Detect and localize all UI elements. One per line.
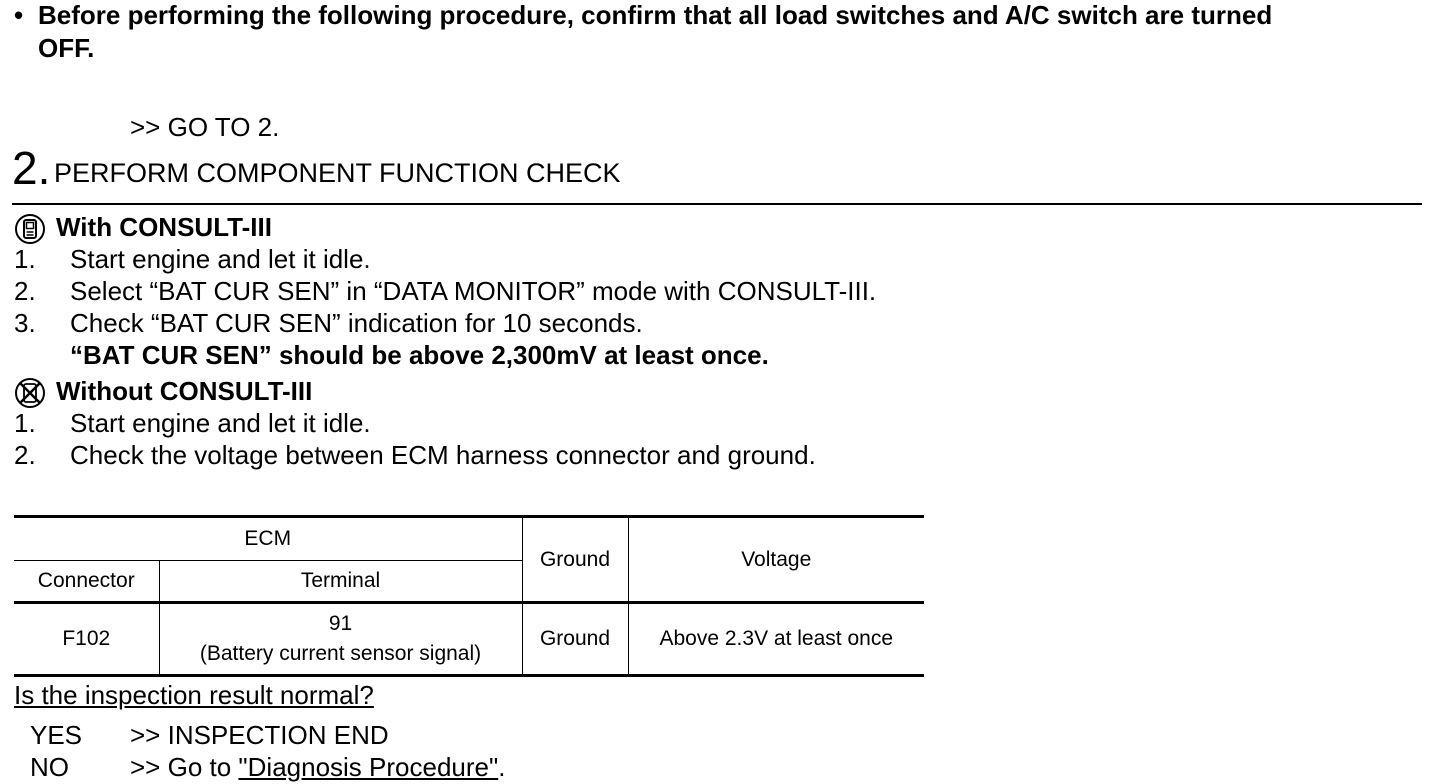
step-num: 3. <box>14 308 36 338</box>
step-text: Check “BAT CUR SEN” indication for 10 seconds. <box>70 308 643 338</box>
cell-terminal <box>159 603 522 676</box>
step-title: PERFORM COMPONENT FUNCTION CHECK <box>54 158 621 188</box>
answer-no-suffix: . <box>498 752 506 782</box>
step-num: 1. <box>14 408 36 438</box>
th-terminal: Terminal <box>159 561 522 603</box>
caution-line-1: Before performing the following procedure, confirm that all load switches and A/C switch are turned <box>38 0 1273 30</box>
goto-step-2: >> GO TO 2. <box>130 112 280 142</box>
th-voltage: Voltage <box>628 517 924 603</box>
no-consult-icon <box>14 377 46 409</box>
step-text: Start engine and let it idle. <box>70 408 371 438</box>
step-num: 2. <box>14 440 36 470</box>
step-num: 1. <box>14 244 36 274</box>
step-text: Select “BAT CUR SEN” in “DATA MONITOR” mode with CONSULT-III. <box>70 276 877 306</box>
answer-no-action <box>130 752 505 782</box>
th-connector: Connector <box>14 561 159 603</box>
th-ecm: ECM <box>14 517 522 561</box>
diagnosis-procedure-link[interactable]: "Diagnosis Procedure" <box>238 752 499 782</box>
terminal-number: 91 <box>328 612 353 635</box>
step-divider <box>12 203 1422 205</box>
caution-line-2: OFF. <box>38 33 95 63</box>
answer-no-prefix: >> Go to <box>130 752 239 782</box>
answer-yes-label: YES <box>30 720 83 750</box>
step-number: 2. <box>12 142 51 194</box>
terminal-description: (Battery current sensor signal) <box>199 642 482 665</box>
ecm-voltage-table <box>14 515 924 677</box>
step-text: Start engine and let it idle. <box>70 244 371 274</box>
table-row <box>14 603 924 676</box>
consult-iii-icon <box>14 213 46 245</box>
cell-voltage: Above 2.3V at least once <box>628 603 924 676</box>
th-ground: Ground <box>522 517 628 603</box>
answer-no-label: NO <box>30 752 69 782</box>
without-consult-heading: Without CONSULT-III <box>56 376 313 406</box>
answer-yes-action: >> INSPECTION END <box>130 720 389 750</box>
cell-connector: F102 <box>14 603 159 676</box>
bullet-marker: • <box>14 0 24 30</box>
spec-value: “BAT CUR SEN” should be above 2,300mV at least once. <box>70 340 769 370</box>
step-text: Check the voltage between ECM harness connector and ground. <box>70 440 816 470</box>
step-num: 2. <box>14 276 36 306</box>
inspection-question: Is the inspection result normal? <box>14 680 374 710</box>
cell-ground: Ground <box>522 603 628 676</box>
with-consult-heading: With CONSULT-III <box>56 212 272 242</box>
